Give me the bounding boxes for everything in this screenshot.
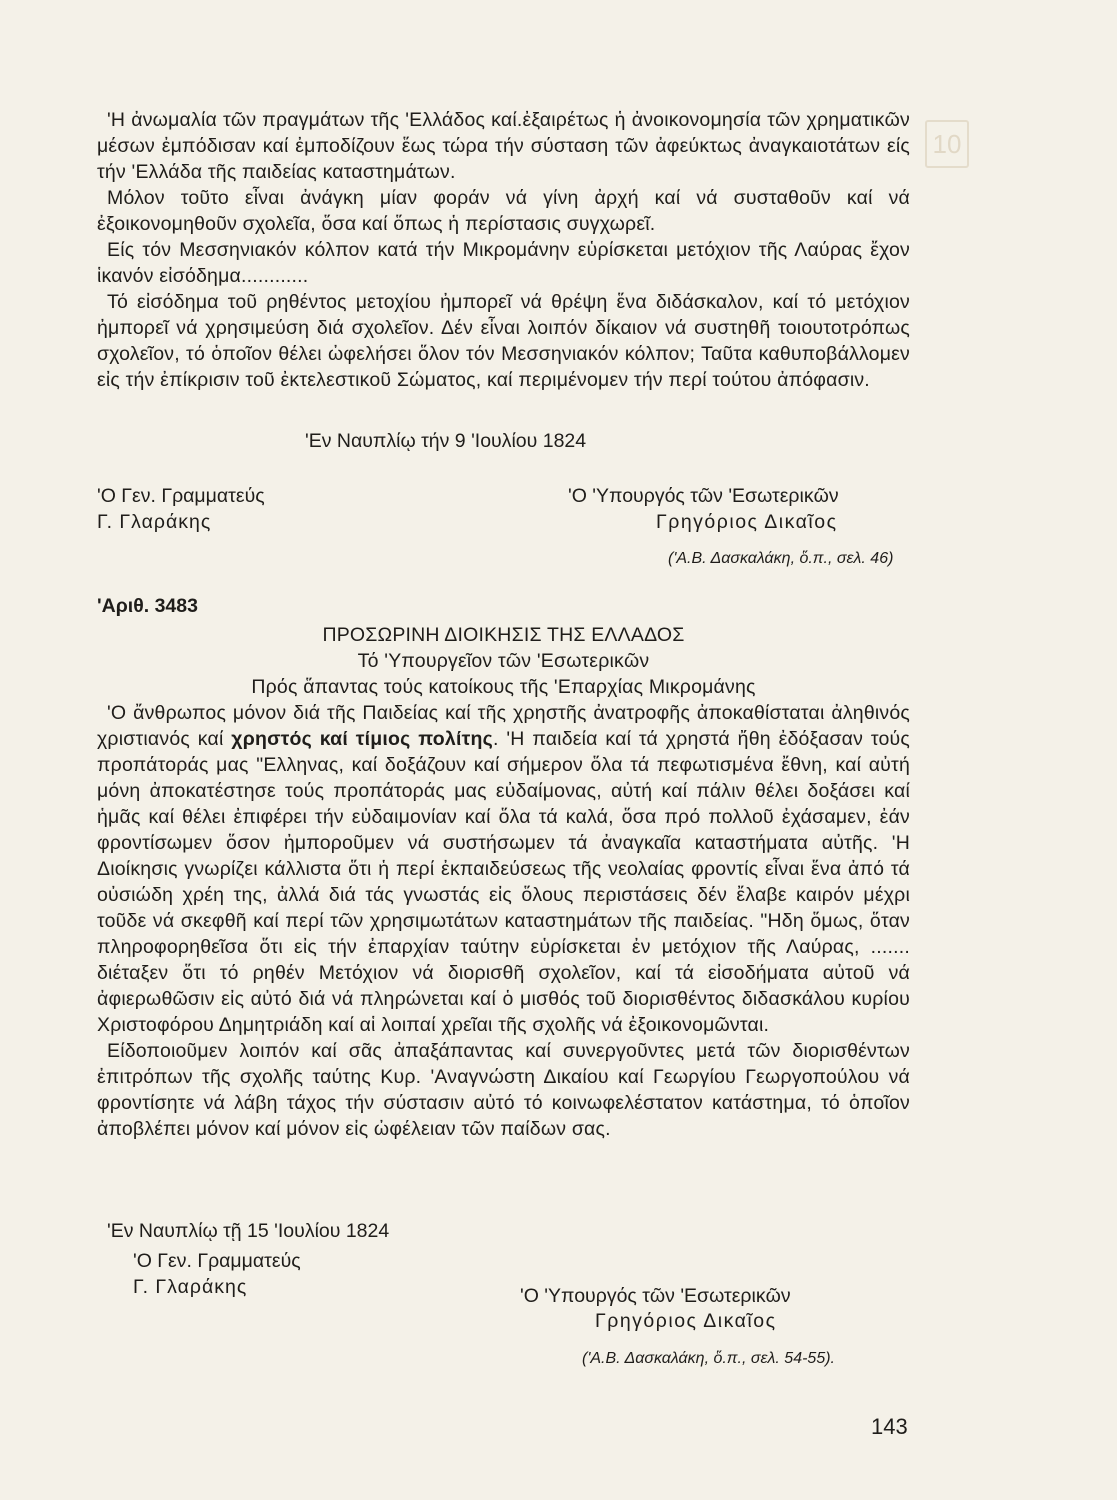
doc2-heading-ministry: Τό 'Υπουργεῖον τῶν 'Εσωτερικῶν — [357, 650, 650, 672]
doc2-citation: ('Α.Β. Δασκαλάκη, ὅ.π., σελ. 54-55). — [582, 1350, 835, 1367]
doc1-date: 'Εν Ναυπλίῳ τήν 9 'Ιουλίου 1824 — [305, 430, 587, 452]
doc1-paragraph-2: Μόλον τοῦτο εἶναι ἀνάγκη μίαν φοράν νά γίνη ἀρχή καί νά συσταθοῦν καί νά ἐξοικονομηθοῦν σχολεῖα, ὅσα καί ὅπως ἡ περίστασις συγχωρεῖ. — [97, 187, 910, 235]
doc2-paragraph-1-start: 'Ο ἄνθρωπος μόνον διά τῆς Παιδείας καί τῆς χρηστῆς ἀνατροφῆς ἀποκαθίσταται ἀληθινός χριστιανός καί — [97, 702, 910, 750]
doc2-paragraph-1-end: . 'Η παιδεία καί τά χρηστά ἤθη ἐδόξασαν τούς προπάτοράς μας "Ελληνας, καί δοξάζουν καί σήμερον ὅλα τά πεφωτισμένα ἔθνη, καί αὐτή μόνη ἀποκατέστησε τούς προπάτοράς μας εὐδαίμονας, αὐτή καί πάλιν θέλει δοξάσει καί ἡμᾶς καί θέλει ἐπιφέρει τήν εὐδαιμονίαν καί ὅλα τά καλά, ὅσα πρό πολλοῦ ἐχάσαμεν, ἐάν φροντίσωμεν ὅσον ἠμποροῦμεν νά συστήσωμεν τά ἀναγκαῖα καταστήματα αὐτῆς. 'Η Διοίκησις γνωρίζει κάλλιστα ὅτι ἡ περί ἐκπαιδεύσεως τῆς νεολαίας φροντίς εἶναι ἕνα ἀπό τά οὐσιώδη χρέη της, ἀλλά διά τάς γνωστάς εἰς ὅλους περιστάσεις δέν ἔλαβε καιρόν μέχρι τοῦδε νά σκεφθῆ καί περί τῶν χρησιμωτάτων καταστημάτων τῆς παιδείας. "Ηδη ὅμως, ὅταν πληροφορηθεῖσα ὅτι εἰς τήν ἐπαρχίαν ταύτην εὑρίσκεται ἐν μετόχιον τῆς Λαύρας, ....... διέταξεν ὅτι τό ρηθέν Μετόχιον νά διορισθῆ σχολεῖον, καί τά εἰσοδήματα αὐτοῦ νά ἀφιερωθῶσιν εἰς αὐτό διά νά πληρώνεται καί ὁ μισθός τοῦ διορισθέντος διδασκάλου κυρίου Χριστοφόρου Δημητριάδη καί αἱ λοιπαί χρεῖαι τῆς σχολῆς νά ἐξοικονομῶνται. — [97, 728, 911, 1036]
page-number: 143 — [871, 1414, 908, 1439]
doc2-date: 'Εν Ναυπλίῳ τῇ 15 'Ιουλίου 1824 — [107, 1220, 390, 1242]
doc1-paragraph-1: 'Η ἀνωμαλία τῶν πραγμάτων τῆς 'Ελλάδος καί.ἐξαιρέτως ἡ ἀνοικονομησία τῶν χρηματικῶν μέσων ἐμπόδισαν καί ἐμποδίζουν ἕως τώρα τήν σύσταση τῶν ἀφεύκτως ἀναγκαιοτάτων είς τήν 'Ελλάδα τῆς παιδείας καταστημάτων. — [97, 109, 910, 183]
doc1-minister-title: 'Ο 'Υπουργός τῶν 'Εσωτερικῶν — [568, 485, 839, 507]
doc1-secretary-title: 'Ο Γεν. Γραμματεύς — [97, 485, 265, 507]
doc2-secretary-title: 'Ο Γεν. Γραμματεύς — [133, 1250, 301, 1272]
doc2-secretary-name: Γ. Γλαράκης — [133, 1276, 248, 1298]
doc2-minister-title: 'Ο 'Υπουργός τῶν 'Εσωτερικῶν — [520, 1285, 791, 1307]
bleed-through-mark: 10 — [925, 120, 969, 168]
doc2-paragraph-1 — [97, 700, 910, 1038]
doc1-paragraph-4: Τό εἰσόδημα τοῦ ρηθέντος μετοχίου ἠμπορεῖ νά θρέψη ἕνα διδάσκαλον, καί τό μετόχιον ἠμπορεῖ νά χρησιμεύση διά σχολεῖον. Δέν εἶναι λοιπόν δίκαιον νά συστηθῆ τοιουτοτρόπως σχολεῖον, τό ὁποῖον θέλει ὠφελήσει ὅλον τόν Μεσσηνιακόν κόλπον; Ταῦτα καθυποβάλλομεν εἰς τήν ἐπίκρισιν τοῦ ἐκτελεστικοῦ Σώματος, καί περιμένομεν τήν περί τούτου ἀπόφασιν. — [97, 291, 910, 391]
doc2-paragraph-2: Είδοποιοῦμεν λοιπόν καί σᾶς ἀπαξάπαντας καί συνεργοῦντες μετά τῶν διορισθέντων ἐπιτρόπων τῆς σχολῆς ταύτης Κυρ. 'Αναγνώστη Δικαίου καί Γεωργίου Γεωργοπούλου νά φροντίσητε νά λάβη τάχος τήν σύστασιν αὐτό τό κοινωφελέστατον κατάστημα, τό ὁποῖον ἀποβλέπει μόνον καί μόνον εἰς ὠφέλειαν τῶν παίδων σας. — [97, 1040, 910, 1140]
doc2-body — [97, 700, 910, 1142]
doc1-minister-name: Γρηγόριος Δικαῖος — [656, 511, 838, 533]
doc1-secretary-name: Γ. Γλαράκης — [97, 511, 212, 533]
doc2-heading-addressee: Πρός ἅπαντας τούς κατοίκους τῆς 'Επαρχίας Μικρομάνης — [251, 676, 756, 698]
doc2-minister-name: Γρηγόριος Δικαῖος — [595, 1310, 777, 1332]
doc2-number: 'Αριθ. 3483 — [97, 595, 198, 617]
doc2-heading-government: ΠΡΟΣΩΡΙΝΗ ΔΙΟΙΚΗΣΙΣ ΤΗΣ ΕΛΛΑΔΟΣ — [322, 624, 685, 646]
doc1-paragraph-3: Είς τόν Μεσσηνιακόν κόλπον κατά τήν Μικρομάνην εὑρίσκεται μετόχιον τῆς Λαύρας ἔχον ἱκανόν εἰσόδημα............ — [97, 239, 910, 287]
doc2-paragraph-1-bold: χρηστός καί τίμιος πολίτης — [231, 728, 493, 750]
doc1-citation: ('Α.Β. Δασκαλάκη, ὅ.π., σελ. 46) — [668, 550, 894, 567]
doc1-body — [97, 107, 910, 393]
doc2-headings — [97, 622, 910, 700]
